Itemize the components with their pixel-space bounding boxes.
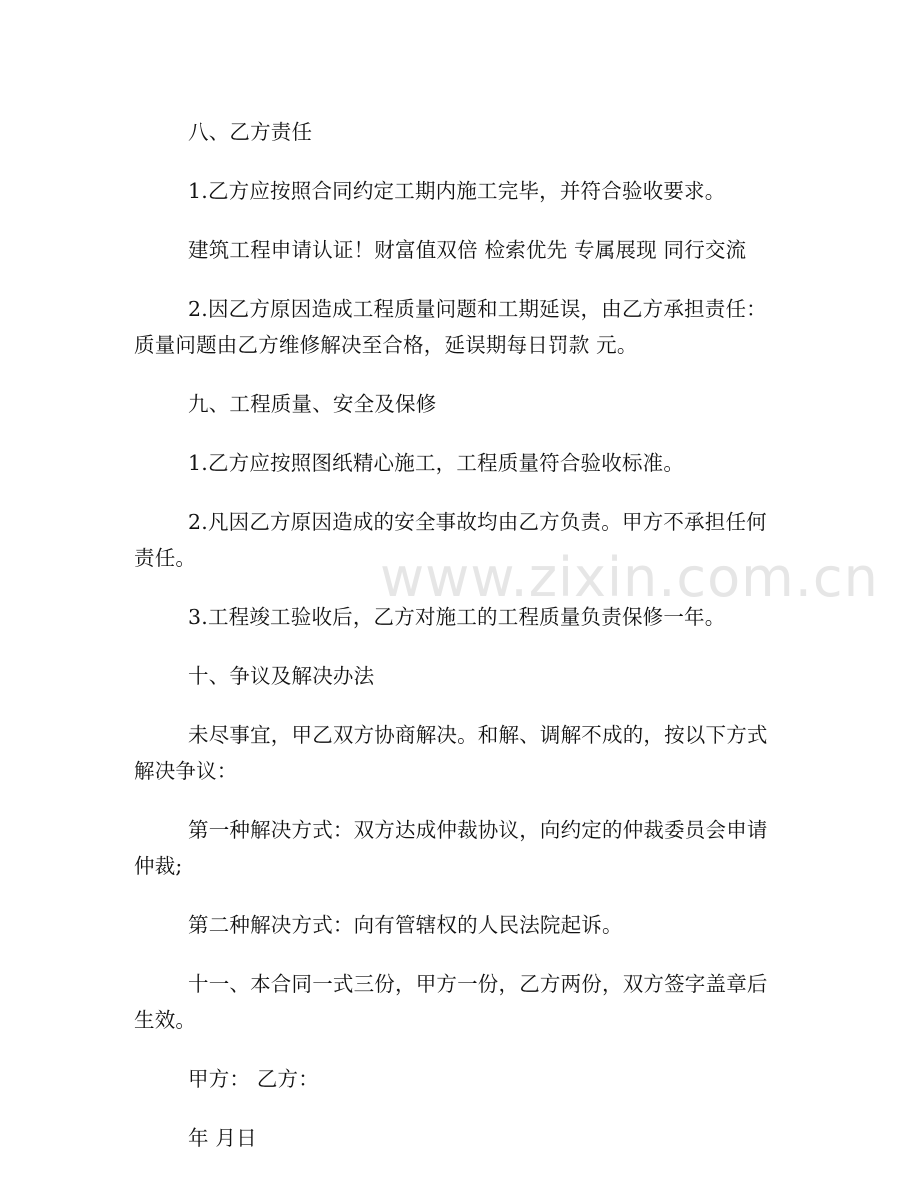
signature-line: 甲方： 乙方： — [188, 1067, 319, 1091]
watermark: www.zixin.com.cn — [380, 546, 879, 609]
paragraph: 2.凡因乙方原因造成的安全事故均由乙方负责。甲方不承担任何 — [188, 510, 767, 534]
paragraph-continuation: 仲裁; — [134, 854, 183, 878]
section-heading-9: 九、工程质量、安全及保修 — [188, 392, 437, 416]
paragraph: 第二种解决方式：向有管辖权的人民法院起诉。 — [188, 913, 623, 937]
date-line: 年 月日 — [188, 1126, 257, 1150]
document-body — [134, 114, 774, 1156]
paragraph: 2.因乙方原因造成工程质量问题和工期延误，由乙方承担责任： — [188, 297, 767, 321]
paragraph-continuation: 生效。 — [134, 1008, 197, 1032]
section-heading-11: 十一、本合同一式三份，甲方一份，乙方两份，双方签字盖章后 — [188, 972, 768, 996]
paragraph-continuation: 责任。 — [134, 546, 197, 570]
section-heading-8: 八、乙方责任 — [188, 120, 313, 144]
paragraph-continuation: 解决争议： — [134, 759, 238, 783]
section-heading-10: 十、争议及解决办法 — [188, 664, 375, 688]
paragraph: 1.乙方应按照图纸精心施工，工程质量符合验收标准。 — [188, 451, 685, 475]
paragraph: 未尽事宜，甲乙双方协商解决。和解、调解不成的，按以下方式 — [188, 723, 768, 747]
paragraph: 3.工程竣工验收后，乙方对施工的工程质量负责保修一年。 — [188, 605, 726, 629]
paragraph-continuation: 质量问题由乙方维修解决至合格，延误期每日罚款 元。 — [134, 333, 638, 357]
paragraph: 1.乙方应按照合同约定工期内施工完毕，并符合验收要求。 — [188, 179, 726, 203]
promo-line: 建筑工程申请认证！财富值双倍 检索优先 专属展现 同行交流 — [188, 238, 747, 262]
paragraph: 第一种解决方式：双方达成仲裁协议，向约定的仲裁委员会申请 — [188, 818, 768, 842]
